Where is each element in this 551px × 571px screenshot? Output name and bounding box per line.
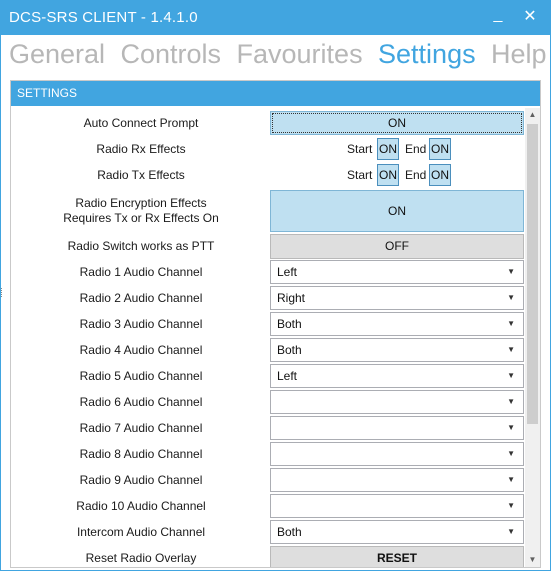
- auto-connect-label: Auto Connect Prompt: [83, 116, 199, 130]
- tx-end-toggle[interactable]: ON: [429, 164, 451, 186]
- audio-channel-label: Radio 3 Audio Channel: [79, 317, 203, 331]
- audio-channel-row: [11, 286, 525, 312]
- audio-channel-select[interactable]: [270, 312, 524, 336]
- audio-channel-label: Radio 1 Audio Channel: [79, 265, 203, 279]
- minimize-button[interactable]: _: [493, 6, 503, 23]
- settings-header: SETTINGS: [11, 81, 540, 106]
- tab-settings[interactable]: Settings: [378, 39, 476, 69]
- select-value: Right: [277, 291, 306, 305]
- scroll-up-icon[interactable]: ▲: [528, 110, 537, 119]
- audio-channel-select[interactable]: [270, 338, 524, 362]
- chevron-down-icon: ▼: [507, 371, 515, 380]
- chevron-down-icon: ▼: [507, 319, 515, 328]
- chevron-down-icon: ▼: [507, 527, 515, 536]
- close-button[interactable]: ✕: [523, 8, 537, 25]
- chevron-down-icon: ▼: [507, 293, 515, 302]
- select-value: Both: [277, 317, 302, 331]
- audio-channel-select[interactable]: [270, 416, 524, 440]
- audio-channel-label: Radio 7 Audio Channel: [79, 421, 203, 435]
- rx-end-label: End: [405, 142, 427, 156]
- switch-ptt-row: [11, 234, 525, 260]
- audio-channel-label: Radio 6 Audio Channel: [79, 395, 203, 409]
- audio-channel-row: [11, 494, 525, 520]
- rx-start-toggle[interactable]: ON: [377, 138, 399, 160]
- select-value: Both: [277, 343, 302, 357]
- audio-channel-select[interactable]: [270, 442, 524, 466]
- scroll-down-icon[interactable]: ▼: [528, 555, 537, 564]
- tab-help[interactable]: Help: [491, 39, 547, 69]
- title-bar[interactable]: [1, 1, 550, 35]
- tx-effects-label: Radio Tx Effects: [97, 168, 185, 182]
- audio-channel-row: [11, 260, 525, 286]
- scrollbar-thumb[interactable]: [527, 124, 538, 424]
- audio-channel-label: Intercom Audio Channel: [76, 525, 206, 539]
- select-value: Left: [277, 265, 298, 279]
- audio-channel-row: [11, 520, 525, 546]
- audio-channel-select[interactable]: [270, 260, 524, 284]
- audio-channel-row: [11, 390, 525, 416]
- rx-effects-row: [11, 138, 525, 164]
- tx-start-label: Start: [347, 168, 373, 182]
- reset-overlay-label: Reset Radio Overlay: [85, 551, 197, 565]
- reset-overlay-row: [11, 546, 525, 568]
- tab-general[interactable]: General: [9, 39, 106, 69]
- switch-ptt-label: Radio Switch works as PTT: [67, 239, 215, 253]
- chevron-down-icon: ▼: [507, 267, 515, 276]
- audio-channel-label: Radio 4 Audio Channel: [79, 343, 203, 357]
- reset-overlay-button[interactable]: RESET: [270, 546, 524, 568]
- audio-channel-select[interactable]: [270, 494, 524, 518]
- audio-channel-label: Radio 2 Audio Channel: [79, 291, 203, 305]
- tx-effects-row: [11, 164, 525, 190]
- audio-channel-row: [11, 442, 525, 468]
- chevron-down-icon: ▼: [507, 501, 515, 510]
- auto-connect-toggle[interactable]: ON: [270, 111, 524, 135]
- vertical-scrollbar[interactable]: [525, 108, 540, 567]
- main-tabs: [9, 37, 551, 73]
- audio-channel-row: [11, 468, 525, 494]
- audio-channel-select[interactable]: [270, 286, 524, 310]
- audio-channel-label: Radio 8 Audio Channel: [79, 447, 203, 461]
- auto-connect-row: [11, 111, 525, 137]
- rx-start-label: Start: [347, 142, 373, 156]
- edge-marker: [1, 288, 3, 297]
- tx-end-label: End: [405, 168, 427, 182]
- encryption-label-line2: Requires Tx or Rx Effects On: [63, 211, 219, 225]
- audio-channel-select[interactable]: [270, 364, 524, 388]
- encryption-toggle[interactable]: ON: [270, 190, 524, 232]
- audio-channel-label: Radio 9 Audio Channel: [79, 473, 203, 487]
- window-title: DCS-SRS CLIENT - 1.4.1.0: [9, 9, 198, 26]
- switch-ptt-toggle[interactable]: OFF: [270, 234, 524, 259]
- tab-favourites[interactable]: Favourites: [236, 39, 363, 69]
- audio-channel-label: Radio 5 Audio Channel: [79, 369, 203, 383]
- select-value: Left: [277, 369, 298, 383]
- audio-channel-row: [11, 364, 525, 390]
- audio-channel-select[interactable]: [270, 520, 524, 544]
- chevron-down-icon: ▼: [507, 423, 515, 432]
- chevron-down-icon: ▼: [507, 397, 515, 406]
- audio-channel-label: Radio 10 Audio Channel: [76, 499, 206, 513]
- encryption-label-line1: Radio Encryption Effects: [75, 196, 207, 210]
- tab-controls[interactable]: Controls: [120, 39, 222, 69]
- tx-start-toggle[interactable]: ON: [377, 164, 399, 186]
- audio-channel-select[interactable]: [270, 390, 524, 414]
- chevron-down-icon: ▼: [507, 345, 515, 354]
- audio-channel-row: [11, 338, 525, 364]
- rx-end-toggle[interactable]: ON: [429, 138, 451, 160]
- audio-channel-row: [11, 416, 525, 442]
- select-value: Both: [277, 525, 302, 539]
- audio-channel-select[interactable]: [270, 468, 524, 492]
- encryption-row: [11, 190, 525, 234]
- audio-channel-row: [11, 312, 525, 338]
- settings-groupbox: [10, 80, 541, 568]
- chevron-down-icon: ▼: [507, 475, 515, 484]
- rx-effects-label: Radio Rx Effects: [96, 142, 186, 156]
- chevron-down-icon: ▼: [507, 449, 515, 458]
